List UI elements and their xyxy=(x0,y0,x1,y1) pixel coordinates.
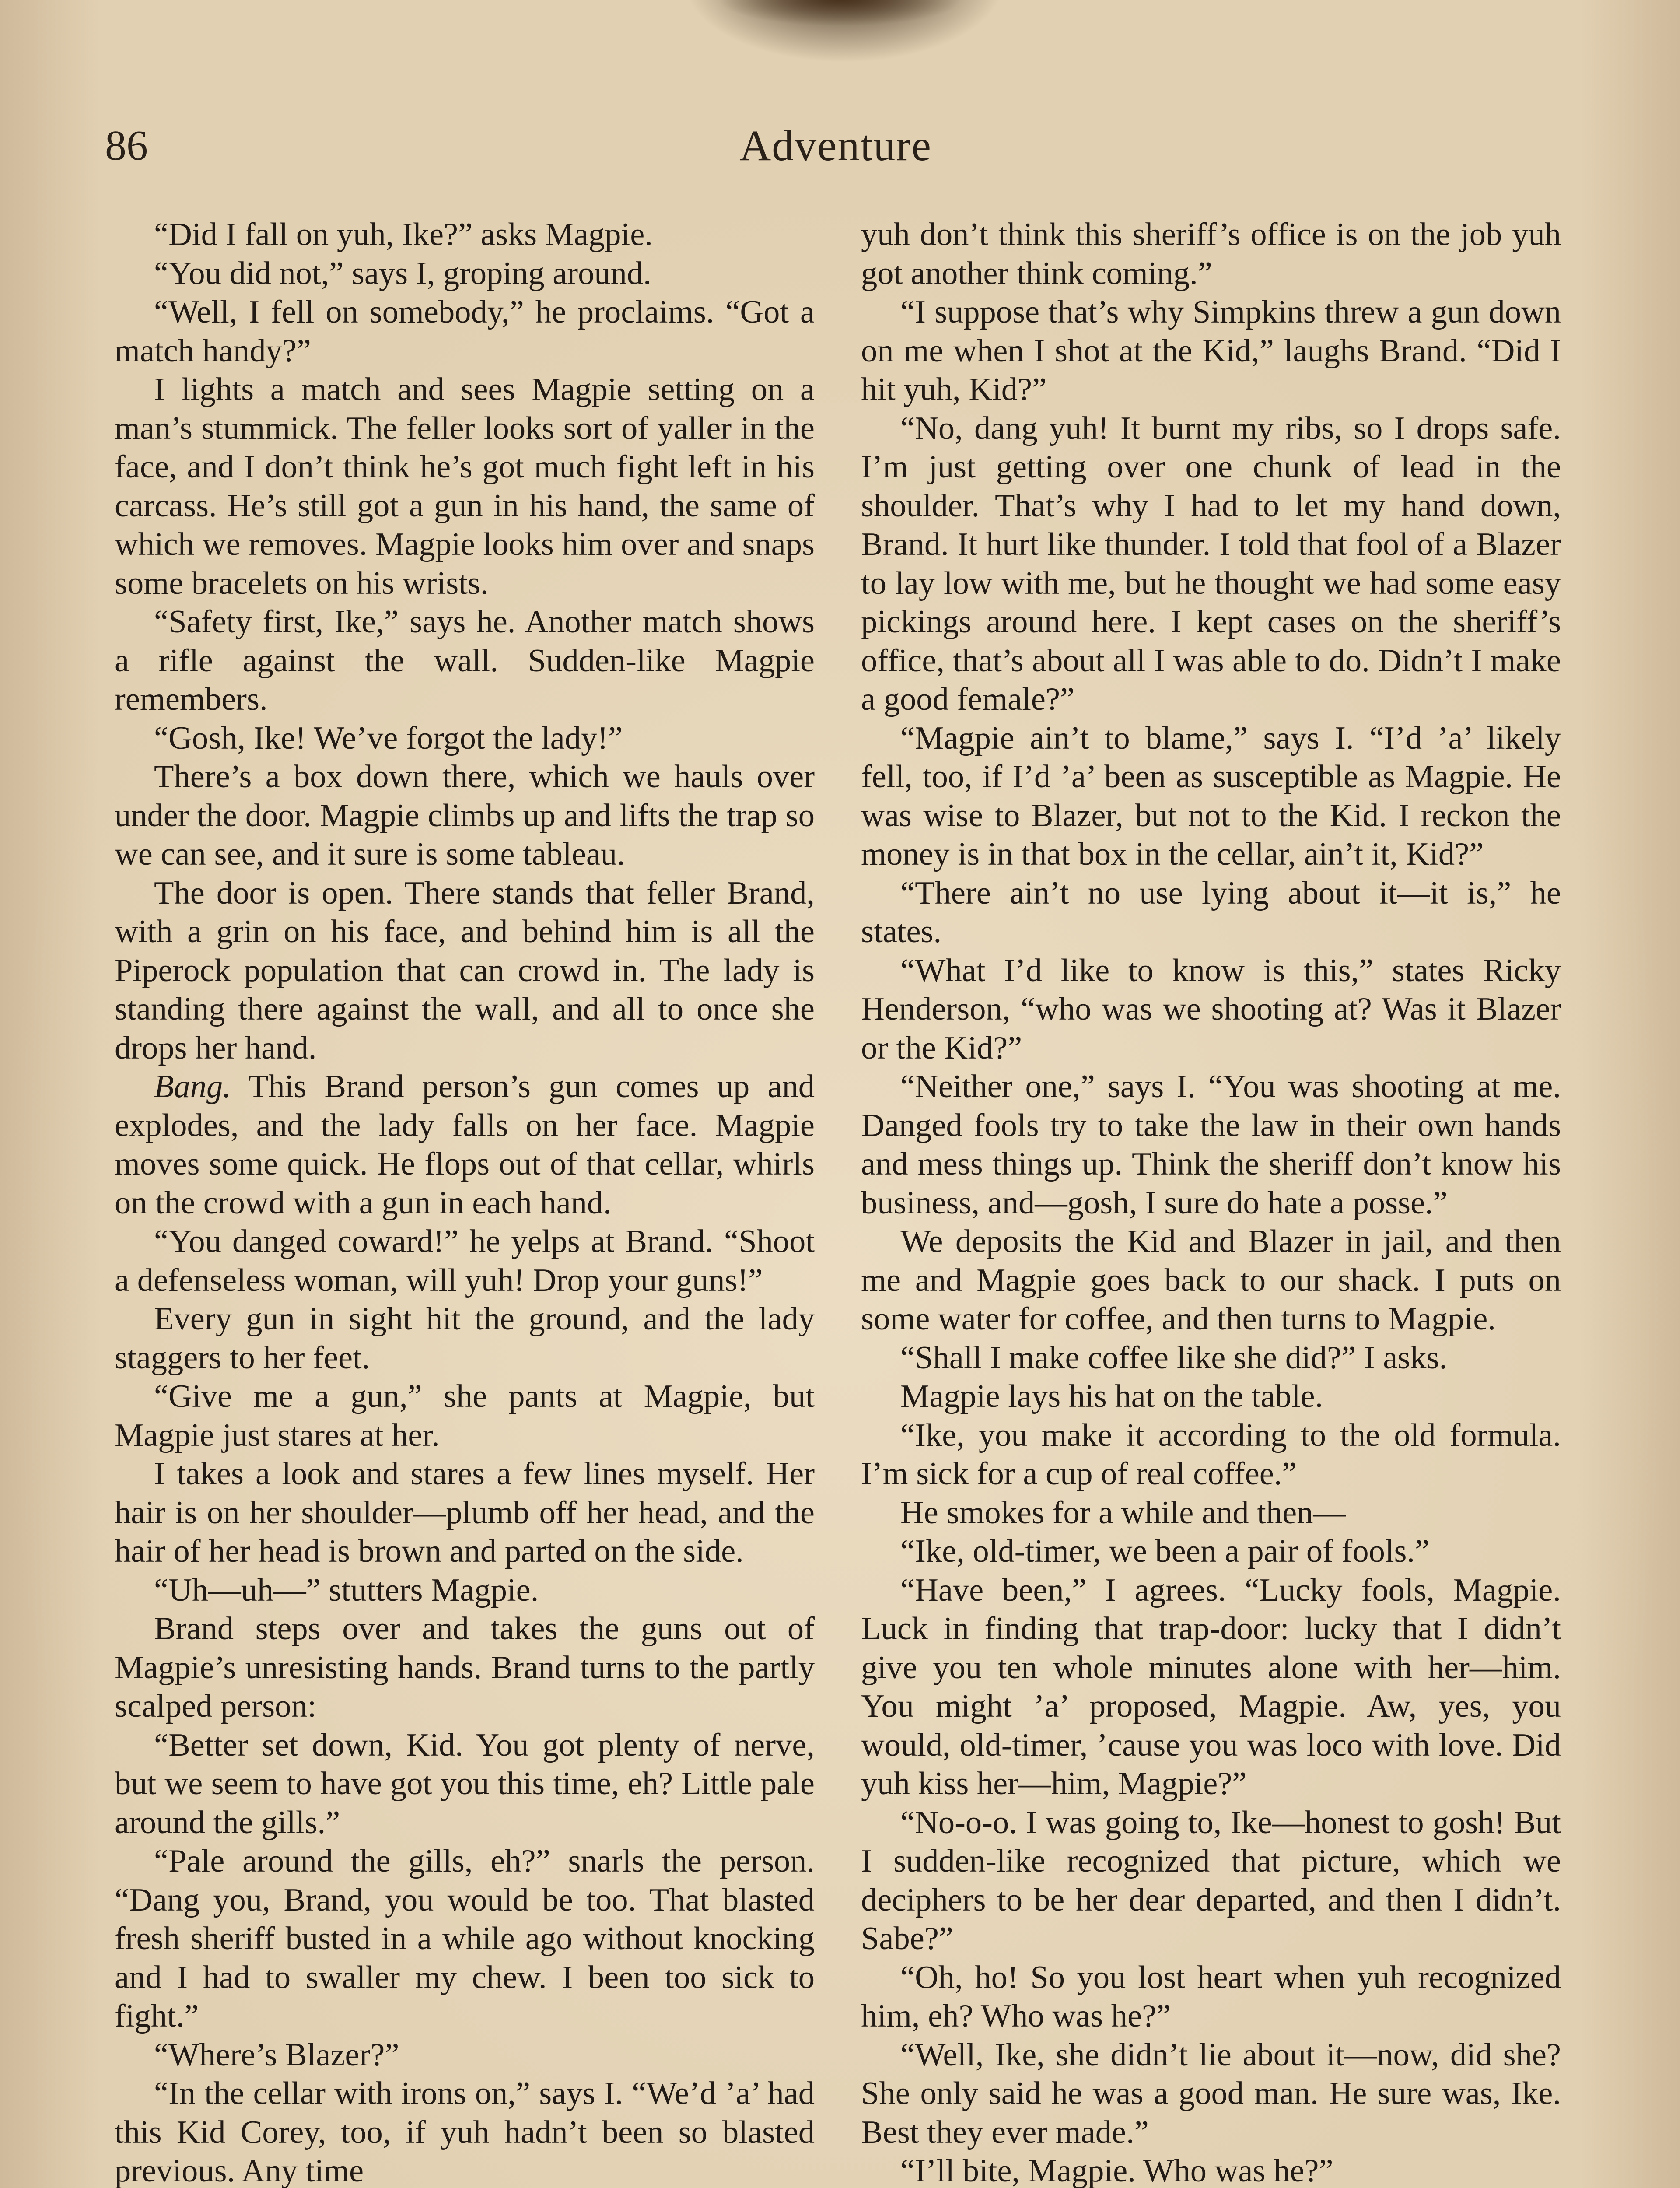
running-title: Adventure xyxy=(739,121,932,170)
paragraph: We deposits the Kid and Blazer in jail, and then me and Magpie goes back to our shack. I puts on some water for coffee, and then turns to Magpie. xyxy=(861,1224,1561,1337)
paragraph: The door is open. There stands that feller Brand, with a grin on his face, and behind him is all the Piperock population that can crowd in. The lady is standing there against the wall, and all to once she drops her hand. xyxy=(115,875,815,1066)
paragraph: “Pale around the gills, eh?” snarls the person. “Dang you, Brand, you would be too. That blasted fresh sheriff busted in a while ago without knocking and I had to swaller my chew. I been too sick to fight.” xyxy=(115,1843,815,2034)
paragraph: “No-o-o. I was going to, Ike—honest to gosh! But I sudden-like recognized that picture, which we deciphers to be her dear departed, and then I didn’t. Sabe?” xyxy=(861,1804,1561,1957)
paragraph: “Better set down, Kid. You got plenty of nerve, but we seem to have got you this time, eh? Little pale around the gills.” xyxy=(115,1727,815,1841)
paragraph: I takes a look and stares a few lines myself. Her hair is on her shoulder—plumb off her head, and the hair of her head is brown and parted on the side. xyxy=(115,1456,815,1569)
paragraph: “I suppose that’s why Simpkins threw a gun down on me when I shot at the Kid,” laughs Brand. “Did I hit yuh, Kid?” xyxy=(861,294,1561,407)
paragraph: “Shall I make coffee like she did?” I asks. xyxy=(900,1339,1448,1376)
paragraph: “Gosh, Ike! We’ve forgot the lady!” xyxy=(154,720,623,756)
page-header xyxy=(105,122,1566,179)
paragraph-bang xyxy=(115,1067,815,1222)
paragraph: “Have been,” I agrees. “Lucky fools, Magpie. Luck in finding that trap-door: lucky that I didn’t give you ten whole minutes alone with her—him. You might ’a’ proposed, Magpie. Aw, yes, you would, old-timer, ’cause you was loco with love. Did yuh kiss her—him, Magpie?” xyxy=(861,1572,1561,1802)
paragraph: Every gun in sight hit the ground, and the lady staggers to her feet. xyxy=(115,1301,815,1376)
paragraph: “Ike, old-timer, we been a pair of fools.” xyxy=(900,1533,1430,1569)
paragraph: “You did not,” says I, groping around. xyxy=(154,255,651,291)
paragraph-text: This Brand person’s gun comes up and explodes, and the lady falls on her face. Magpie moves some quick. He flops out of that cellar, whirls on the crowd with a gun in each hand. xyxy=(115,1069,815,1221)
paragraph: “Magpie ain’t to blame,” says I. “I’d ’a’ likely fell, too, if I’d ’a’ been as susceptible as Magpie. He was wise to Blazer, but not to the Kid. I reckon the money is in that box in the cellar, ain’t it, Kid?” xyxy=(861,720,1561,872)
paragraph: “Ike, you make it according to the old formula. I’m sick for a cup of real coffee.” xyxy=(861,1417,1561,1492)
left-column xyxy=(115,215,815,2188)
paragraph: “Well, Ike, she didn’t lie about it—now, did she? She only said he was a good man. He sure was, Ike. Best they ever made.” xyxy=(861,2037,1561,2150)
page-number: 86 xyxy=(105,122,148,169)
paragraph: Magpie lays his hat on the table. xyxy=(900,1378,1323,1414)
paragraph: “Give me a gun,” she pants at Magpie, but Magpie just stares at her. xyxy=(115,1378,815,1453)
paragraph: “What I’d like to know is this,” states Ricky Henderson, “who was we shooting at? Was it Blazer or the Kid?” xyxy=(861,952,1561,1066)
paragraph-continued: yuh don’t think this sheriff’s office is on the job yuh got another think coming.” xyxy=(861,217,1561,291)
paragraph: “Well, I fell on somebody,” he proclaims. “Got a match handy?” xyxy=(115,294,815,369)
paragraph: “I’ll bite, Magpie. Who was he?” xyxy=(900,2153,1334,2188)
paragraph: “You danged coward!” he yelps at Brand. “Shoot a defenseless woman, will yuh! Drop your guns!” xyxy=(115,1224,815,1298)
paragraph: There’s a box down there, which we hauls over under the door. Magpie climbs up and lifts the trap so we can see, and it sure is some tableau. xyxy=(115,759,815,872)
paragraph: “Where’s Blazer?” xyxy=(154,2037,399,2073)
paragraph: “No, dang yuh! It burnt my ribs, so I drops safe. I’m just getting over one chunk of lead in the shoulder. That’s why I had to let my hand down, Brand. It hurt like thunder. I told that fool of a Blazer to lay low with me, but he thought we had some easy pickings around here. I kept cases on the sheriff’s office, that’s about all I was able to do. Didn’t I make a good female?” xyxy=(861,410,1561,717)
paragraph: “There ain’t no use lying about it—it is,” he states. xyxy=(861,875,1561,950)
right-column xyxy=(861,215,1561,2188)
paragraph: “Did I fall on yuh, Ike?” asks Magpie. xyxy=(154,217,653,252)
paragraph: “Uh—uh—” stutters Magpie. xyxy=(154,1572,539,1608)
paragraph: “In the cellar with irons on,” says I. “We’d ’a’ had this Kid Corey, too, if yuh hadn’t been so blasted previous. Any time xyxy=(115,2076,815,2188)
paragraph: Brand steps over and takes the guns out of Magpie’s unresisting hands. Brand turns to the partly scalped person: xyxy=(115,1611,815,1724)
paragraph: “Neither one,” says I. “You was shooting at me. Danged fools try to take the law in their own hands and mess things up. Think the sheriff don’t know his business, and—gosh, I sure do hate a posse.” xyxy=(861,1069,1561,1221)
paragraph: He smokes for a while and then— xyxy=(900,1494,1346,1531)
paragraph: “Oh, ho! So you lost heart when yuh recognized him, eh? Who was he?” xyxy=(861,1959,1561,2034)
paragraph: “Safety first, Ike,” says he. Another match shows a rifle against the wall. Sudden-like Magpie remembers. xyxy=(115,604,815,717)
bang-word: Bang. xyxy=(154,1069,231,1105)
paragraph: I lights a match and sees Magpie setting on a man’s stummick. The feller looks sort of yaller in the face, and I don’t think he’s got much fight left in his carcass. He’s still got a gun in his hand, the same of which we removes. Magpie looks him over and snaps some bracelets on his wrists. xyxy=(115,372,815,601)
page-stain xyxy=(718,0,962,26)
